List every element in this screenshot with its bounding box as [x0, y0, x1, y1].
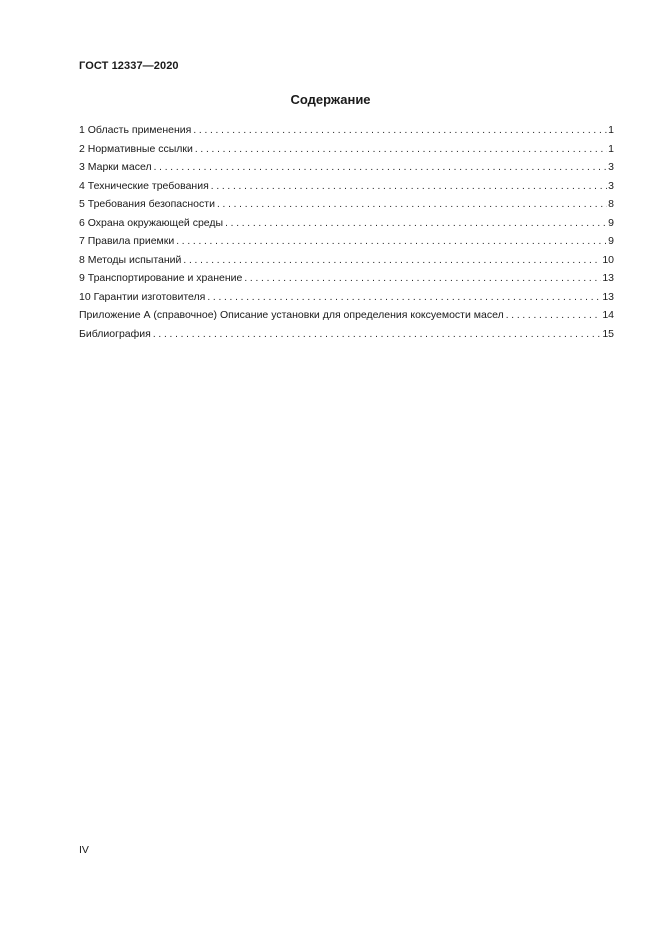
- toc-title: Содержание: [290, 92, 371, 107]
- toc-entry-label: 2 Нормативные ссылки: [79, 142, 193, 155]
- toc-entry-label: 3 Марки масел: [79, 161, 152, 173]
- toc-entry-label: 5 Требования безопасности: [79, 198, 215, 210]
- toc-entry-label: 1 Область применения: [79, 124, 192, 136]
- toc-entry-page: 1: [608, 124, 614, 136]
- page-number: IV: [79, 844, 89, 856]
- dot-leader: [176, 235, 607, 249]
- toc-entry[interactable]: [79, 123, 614, 142]
- dot-leader: [207, 291, 601, 305]
- toc-entry-label: 4 Технические требования: [79, 179, 209, 192]
- dot-leader: [195, 143, 607, 157]
- toc-entry-label: 6 Охрана окружающей среды: [79, 216, 224, 229]
- toc-entry-label: 9 Транспортирование и хранение: [79, 272, 243, 284]
- toc-entry-page: 13: [602, 272, 614, 284]
- toc-entry-page: 1: [608, 142, 614, 155]
- toc-entry[interactable]: [79, 216, 614, 235]
- toc-entry-label: Библиография: [79, 327, 151, 340]
- toc-entry[interactable]: [79, 179, 614, 198]
- toc-entry-page: 9: [608, 235, 614, 247]
- dot-leader: [154, 161, 608, 175]
- toc-entry-page: 14: [602, 309, 614, 321]
- toc-entry-page: 10: [602, 253, 614, 266]
- toc-entry[interactable]: [79, 271, 614, 290]
- toc-entry[interactable]: [79, 253, 614, 272]
- document-code: ГОСТ 12337—2020: [79, 60, 179, 72]
- dot-leader: [211, 180, 607, 194]
- table-of-contents: [79, 123, 614, 345]
- toc-entry[interactable]: [79, 160, 614, 179]
- toc-entry-label: 10 Гарантии изготовителя: [79, 290, 206, 303]
- toc-entry-page: 3: [608, 161, 614, 173]
- dot-leader: [244, 272, 601, 286]
- dot-leader: [217, 198, 607, 212]
- dot-leader: [506, 309, 602, 323]
- toc-entry[interactable]: [79, 308, 614, 327]
- toc-entry-page: 8: [608, 198, 614, 210]
- toc-entry-label: Приложение А (справочное) Описание установки для определения коксуемости масел: [79, 309, 504, 321]
- toc-entry-label: 7 Правила приемки: [79, 235, 175, 247]
- toc-entry-label: 8 Методы испытаний: [79, 253, 182, 266]
- toc-entry-page: 3: [608, 179, 614, 192]
- toc-entry[interactable]: [79, 290, 614, 309]
- toc-entry-page: 15: [602, 327, 614, 340]
- toc-entry-page: 13: [602, 290, 614, 303]
- toc-entry-page: 9: [608, 216, 614, 229]
- toc-entry[interactable]: [79, 142, 614, 161]
- dot-leader: [153, 328, 601, 342]
- dot-leader: [183, 254, 601, 268]
- dot-leader: [193, 124, 607, 138]
- toc-entry[interactable]: [79, 197, 614, 216]
- toc-entry[interactable]: [79, 327, 614, 346]
- dot-leader: [225, 217, 607, 231]
- toc-entry[interactable]: [79, 234, 614, 253]
